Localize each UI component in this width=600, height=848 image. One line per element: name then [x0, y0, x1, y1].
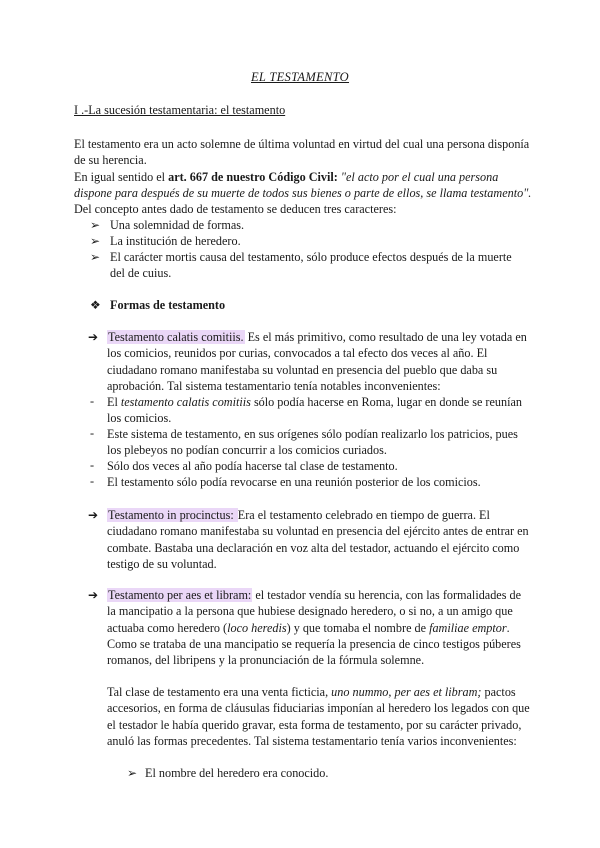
- item-text: sólo podía hacerse en Roma, lugar en donde se reunían los comicios.: [107, 395, 522, 426]
- libram-text: Tal clase de testamento era una venta ficticia,: [107, 685, 332, 699]
- list-item: El nombre del heredero era conocido.: [145, 766, 329, 780]
- libram-text: pactos accesorios, en forma de cláusulas fiduciarias imponían al heredero los legados con que el testador le había querido gravar, esta forma de testamento, por su carácter privado, anuló las formas precedentes. Tal sistema testamentario tenía varios inconvenientes:: [107, 685, 530, 748]
- intro-text-3: Del concepto antes dado de testamento se deducen tres caracteres:: [74, 202, 397, 217]
- right-arrow-icon: ➔: [88, 508, 99, 522]
- document-title: EL TESTAMENTO: [250, 70, 350, 84]
- list-item: El testamento sólo podía revocarse en una reunión posterior de los comicios.: [107, 475, 481, 489]
- dash-bullet: -: [90, 458, 95, 472]
- list-item: Este sistema de testamento, en sus orígenes sólo podían realizarlo los patricios, pues los plebeyos no podían concurrir a los comicios curiados.: [107, 427, 518, 458]
- list-item: [107, 394, 532, 427]
- libram-paragraph-2: [107, 684, 532, 749]
- familiae-emptor: familiae emptor: [429, 620, 507, 635]
- arrowhead-bullet-icon: ➢: [90, 218, 101, 232]
- right-arrow-icon: ➔: [88, 330, 99, 344]
- arrowhead-bullet-icon: ➢: [90, 234, 101, 248]
- civil-code-quote: "el acto por el cual una persona dispone para después de su muerte de todos sus bienes o parte de ellos, se llama testamento".: [74, 169, 532, 200]
- uno-nummo-phrase: uno nummo, per aes et libram;: [331, 685, 482, 699]
- item-text: El: [107, 395, 121, 409]
- procinctus-paragraph: [107, 507, 532, 572]
- list-item: Sólo dos veces al año podía hacerse tal clase de testamento.: [107, 459, 398, 473]
- loco-heredis: loco heredis: [227, 620, 287, 635]
- civil-code-reference: art. 667 de nuestro Código Civil:: [168, 169, 338, 184]
- calatis-text: Es el más primitivo, como resultado de una ley votada en los comicios, reunidos por curias, convocados a tal efecto dos veces al año. El ciudadano romano manifestaba su voluntad en presencia del pueblo que daba su aprobación. Tal sistema testamentario tenía notables inconvenientes:: [107, 330, 527, 393]
- calatis-paragraph: [107, 329, 532, 394]
- calatis-label: Testamento calatis comitiis.: [108, 330, 244, 344]
- diamond-bullet-icon: ❖: [90, 298, 101, 312]
- procinctus-label: Testamento in procinctus:: [108, 508, 237, 522]
- arrowhead-bullet-icon: ➢: [127, 766, 138, 780]
- list-item: El carácter mortis causa del testamento, sólo produce efectos después de la muerte del de cuius.: [110, 250, 512, 281]
- intro-text-2-lead: En igual sentido el: [74, 169, 169, 184]
- libram-paragraph: [107, 587, 532, 668]
- procinctus-text: Era el testamento celebrado en tiempo de guerra. El ciudadano romano manifestaba su voluntad en presencia del ejército antes de entrar en combate. Bastaba una declaración en voz alta del testador, actuando el ejército como testigo de su voluntad.: [107, 508, 529, 571]
- libram-text: ) y que tomaba el nombre de: [286, 620, 430, 635]
- item-italic: testamento calatis comitiis: [120, 395, 251, 409]
- libram-label: Testamento per aes et libram:: [108, 588, 252, 602]
- list-item: Una solemnidad de formas.: [110, 218, 245, 232]
- dash-bullet: -: [90, 474, 95, 488]
- section-heading: I .-La sucesión testamentaria: el testamento: [74, 103, 286, 117]
- forms-heading: Formas de testamento: [110, 298, 226, 312]
- intro-text-1: El testamento era un acto solemne de última voluntad en virtud del cual una persona disponía de su herencia.: [74, 137, 530, 168]
- right-arrow-icon: ➔: [88, 588, 99, 602]
- dash-bullet: -: [90, 394, 95, 408]
- libram-text: el testador vendía su herencia, con las formalidades de la mancipatio a la persona que hubiese designado heredero, o si no, a un amigo que actuaba como heredero (: [107, 588, 522, 635]
- intro-paragraph: [74, 136, 534, 217]
- arrowhead-bullet-icon: ➢: [90, 250, 101, 264]
- libram-text: . Como se trataba de una mancipatio se requería la presencia de cinco testigos púberes romanos, del libripens y la pronunciación de la fórmula solemne.: [107, 620, 521, 668]
- list-item: La institución de heredero.: [110, 234, 241, 248]
- dash-bullet: -: [90, 426, 95, 440]
